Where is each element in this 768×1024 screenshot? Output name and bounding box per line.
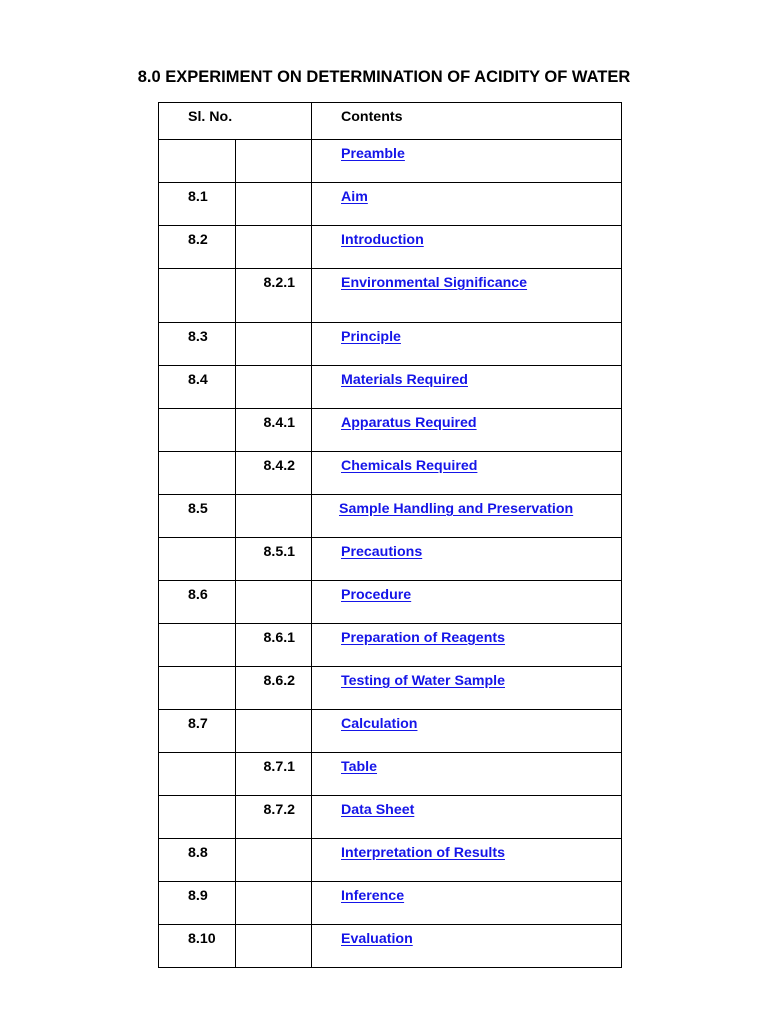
toc-link[interactable]: Aim [341,189,368,205]
contents-cell-inner [312,925,621,947]
subsection-number [236,323,312,329]
subsection-number-cell [235,753,312,796]
subsection-number [236,183,312,189]
table-row [159,495,622,538]
contents-cell [312,323,622,366]
section-number-cell [159,183,236,226]
toc-link[interactable]: Sample Handling and Preservation [339,501,574,517]
toc-link[interactable]: Preamble [341,146,405,162]
subsection-number-cell [235,839,312,882]
section-number [159,140,235,146]
subsection-number-cell [235,581,312,624]
subsection-number: 8.7.2 [263,802,296,818]
subsection-number [236,839,312,845]
subsection-number: 8.5.1 [263,544,296,560]
section-number-cell [159,839,236,882]
toc-link[interactable]: Evaluation [341,931,413,947]
toc-link[interactable]: Procedure [341,587,412,603]
section-number-cell [159,753,236,796]
contents-cell [312,495,622,538]
contents-cell [312,581,622,624]
subsection-number-cell [235,925,312,968]
contents-cell [312,366,622,409]
table-row [159,624,622,667]
section-number: 8.7 [188,716,208,732]
header-contents [312,103,622,140]
contents-cell [312,452,622,495]
section-number [159,796,235,802]
section-number [159,452,235,458]
contents-cell-inner [312,839,621,861]
section-number: 8.4 [188,372,208,388]
page-title: 8.0 EXPERIMENT ON DETERMINATION OF ACIDITY OF WATER [137,68,631,86]
toc-link[interactable]: Calculation [341,716,418,732]
subsection-number: 8.6.2 [263,673,296,689]
section-number: 8.6 [188,587,208,603]
table-row [159,538,622,581]
section-number-cell [159,269,236,323]
contents-cell-inner [312,452,621,474]
table-row [159,269,622,323]
subsection-number-cell [235,183,312,226]
subsection-number [236,140,312,146]
toc-link[interactable]: Preparation of Reagents [341,630,505,646]
contents-cell-inner [312,710,621,732]
section-number-cell [159,495,236,538]
section-number: 8.8 [188,845,208,861]
contents-cell [312,624,622,667]
section-number: 8.9 [188,888,208,904]
contents-cell [312,226,622,269]
subsection-number-cell [235,796,312,839]
section-number-cell [159,409,236,452]
subsection-number: 8.7.1 [263,759,296,775]
section-number-cell [159,667,236,710]
section-number-cell [159,796,236,839]
subsection-number [236,882,312,888]
toc-link[interactable]: Introduction [341,232,424,248]
contents-cell [312,839,622,882]
subsection-number-cell [235,882,312,925]
subsection-number [236,226,312,232]
toc-link[interactable]: Materials Required [341,372,468,388]
contents-cell [312,882,622,925]
table-row [159,452,622,495]
subsection-number-cell [235,495,312,538]
subsection-number-cell [235,323,312,366]
table-row [159,796,622,839]
contents-cell-inner [312,183,621,205]
subsection-number-cell [235,452,312,495]
contents-cell [312,140,622,183]
contents-cell-inner [312,796,621,818]
section-number: 8.1 [188,189,208,205]
contents-cell-inner [312,269,621,291]
header-contents-label: Contents [341,109,403,125]
subsection-number-cell [235,140,312,183]
section-number-cell [159,624,236,667]
section-number-cell [159,140,236,183]
contents-cell [312,925,622,968]
toc-link[interactable]: Testing of Water Sample [341,673,505,689]
section-number [159,624,235,630]
subsection-number-cell [235,366,312,409]
table-row [159,667,622,710]
toc-link[interactable]: Chemicals Required [341,458,478,474]
table-row [159,710,622,753]
section-number [159,753,235,759]
toc-link[interactable]: Inference [341,888,405,904]
subsection-number-cell [235,269,312,323]
subsection-number-cell [235,226,312,269]
contents-cell-inner [312,366,621,388]
contents-cell [312,667,622,710]
table-row [159,183,622,226]
contents-cell-inner [312,323,621,345]
subsection-number [236,366,312,372]
subsection-number-cell [235,624,312,667]
section-number [159,269,235,275]
contents-table [158,102,622,968]
section-number-cell [159,882,236,925]
table-row [159,925,622,968]
contents-cell-inner [312,409,621,431]
table-row [159,839,622,882]
contents-cell-inner [312,581,621,603]
subsection-number [236,925,312,931]
contents-cell [312,753,622,796]
section-number: 8.2 [188,232,208,248]
toc-link[interactable]: Precautions [341,544,423,560]
section-number: 8.5 [188,501,208,517]
toc-link[interactable]: Interpretation of Results [341,845,505,861]
contents-cell-inner [312,538,621,560]
section-number-cell [159,452,236,495]
toc-link[interactable]: Apparatus Required [341,415,477,431]
toc-link[interactable]: Principle [341,329,401,345]
toc-link[interactable]: Environmental Significance [341,275,528,291]
subsection-number: 8.6.1 [263,630,296,646]
subsection-number-cell [235,667,312,710]
header-sl-no-label: Sl. No. [188,109,233,125]
contents-cell-inner [312,624,621,646]
subsection-number-cell [235,409,312,452]
table-row [159,226,622,269]
table-row [159,140,622,183]
contents-cell [312,269,622,323]
contents-cell [312,710,622,753]
contents-cell-inner [312,226,621,248]
contents-cell [312,796,622,839]
contents-cell-inner [312,753,621,775]
toc-link[interactable]: Table [341,759,378,775]
subsection-number: 8.4.1 [263,415,296,431]
contents-cell-inner [312,882,621,904]
subsection-number [236,495,312,501]
contents-cell-inner [312,495,621,517]
contents-cell-inner [312,140,621,162]
section-number-cell [159,538,236,581]
section-number-cell [159,925,236,968]
subsection-number [236,710,312,716]
header-sl-no [159,103,312,140]
section-number-cell [159,581,236,624]
table-header-row [159,103,622,140]
section-number [159,409,235,415]
contents-cell [312,538,622,581]
subsection-number-cell [235,710,312,753]
contents-cell-inner [312,667,621,689]
subsection-number: 8.4.2 [263,458,296,474]
table-row [159,366,622,409]
subsection-number: 8.2.1 [263,275,296,291]
section-number: 8.3 [188,329,208,345]
section-number-cell [159,323,236,366]
contents-cell [312,183,622,226]
contents-cell [312,409,622,452]
section-number-cell [159,366,236,409]
table-row [159,882,622,925]
section-number [159,667,235,673]
section-number-cell [159,226,236,269]
table-row [159,581,622,624]
subsection-number-cell [235,538,312,581]
section-number: 8.10 [188,931,216,947]
subsection-number [236,581,312,587]
section-number-cell [159,710,236,753]
table-row [159,409,622,452]
toc-link[interactable]: Data Sheet [341,802,415,818]
section-number [159,538,235,544]
table-row [159,323,622,366]
table-row [159,753,622,796]
